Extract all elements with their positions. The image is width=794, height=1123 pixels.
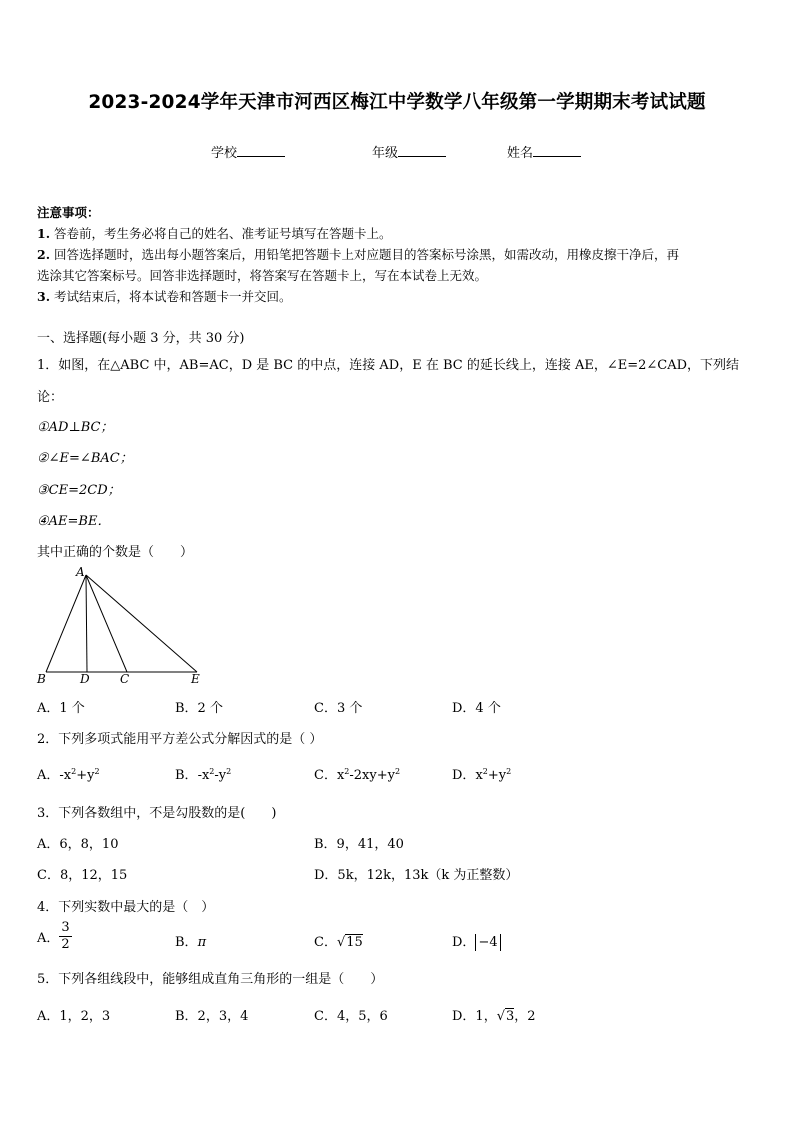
q2-option-a[interactable]: [37, 764, 100, 783]
segment-ab: [46, 575, 86, 672]
exponent: 2: [394, 767, 401, 776]
q5-option-c[interactable]: C．4，5，6: [314, 1009, 388, 1024]
q3-option-a[interactable]: A．6，8，10: [37, 837, 119, 852]
fraction: [59, 920, 71, 953]
term: +y: [76, 768, 95, 783]
grade-blank[interactable]: [398, 143, 446, 157]
q1-option-c[interactable]: C．3 个: [314, 701, 363, 716]
q2-option-b[interactable]: [175, 764, 231, 783]
q1-stem-line2: 论：: [37, 390, 64, 405]
q3-option-d[interactable]: D．5k，12k，13k（k 为正整数）: [314, 868, 519, 883]
notice-text: 考试结束后，将本试卷和答题卡一并交回。: [54, 289, 292, 304]
school-label: 学校: [211, 146, 238, 161]
notice-item-3: [37, 287, 292, 305]
radicand: 15: [346, 935, 363, 950]
q3-stem: 3．下列各数组中，不是勾股数的是( ): [37, 806, 277, 821]
q1-ask: 其中正确的个数是（ ）: [37, 545, 194, 560]
option-suffix: ，2: [514, 1009, 536, 1024]
name-blank[interactable]: [533, 143, 581, 157]
exponent: 2: [506, 767, 512, 776]
label-d: D: [80, 672, 90, 686]
q1-option-a[interactable]: A．1 个: [37, 701, 85, 716]
grade-label: 年级: [372, 146, 399, 161]
notice-text: 答卷前，考生务必将自己的姓名、准考证号填写在答题卡上。: [54, 226, 392, 241]
notice-text: 选涂其它答案标号。回答非选择题时，将答案写在答题卡上，写在本试卷上无效。: [37, 268, 488, 283]
pi-symbol: π: [197, 935, 207, 950]
q4-option-a[interactable]: [37, 920, 72, 953]
q2-option-c[interactable]: [314, 764, 400, 783]
q4-stem: 4．下列实数中最大的是（ ）: [37, 900, 215, 915]
q4-option-d[interactable]: [452, 931, 501, 951]
notice-item-2-cont: [37, 266, 487, 284]
notice-heading: 注意事项：: [37, 205, 100, 220]
notice-item-2: [37, 245, 679, 263]
q1-conclusion-1: ①AD⊥BC；: [37, 420, 114, 435]
term: -x: [197, 768, 210, 783]
numerator: 3: [61, 920, 70, 935]
segment-ae: [86, 575, 197, 672]
notice-text: 回答选择题时，选出每小题答案后，用铅笔把答题卡上对应题目的答案标号涂黑，如需改动，用橡皮擦干净后，再: [54, 247, 680, 262]
school-field[interactable]: [211, 142, 285, 161]
term: -2xy+y: [349, 768, 395, 783]
notice-num: 2.: [37, 247, 51, 262]
label-a: A: [76, 565, 85, 579]
term: x: [336, 768, 345, 783]
absolute-value: −4: [475, 934, 500, 951]
triangle-figure: [34, 562, 214, 690]
label-e: E: [191, 672, 200, 686]
sqrt-icon: √: [496, 1009, 505, 1024]
grade-field[interactable]: [372, 142, 446, 161]
denominator: 2: [61, 937, 70, 952]
q1-conclusion-2: ②∠E=∠BAC；: [37, 451, 133, 466]
term: -y: [214, 768, 227, 783]
q4-option-b[interactable]: [175, 931, 206, 950]
q5-option-a[interactable]: A．1，2，3: [37, 1009, 111, 1024]
exponent: 2: [94, 767, 100, 776]
exponent: 2: [344, 767, 350, 776]
option-prefix: C．: [314, 768, 337, 783]
option-prefix: D．: [452, 935, 476, 950]
segment-ac: [86, 575, 127, 672]
option-prefix: B．: [175, 768, 198, 783]
q3-option-c[interactable]: C．8，12，15: [37, 868, 128, 883]
q4-option-c[interactable]: [314, 931, 363, 950]
exponent: 2: [482, 767, 488, 776]
name-label: 姓名: [507, 146, 534, 161]
q1-stem-line1: 1．如图，在△ABC 中，AB=AC，D 是 BC 的中点，连接 AD，E 在 BC 的延长线上，连接 AE，∠E=2∠CAD，下列结: [37, 358, 740, 373]
q1-conclusion-4: ④AE=BE．: [37, 514, 111, 529]
notice-num: 1.: [37, 226, 51, 241]
radicand: 3: [506, 1009, 515, 1024]
label-b: B: [37, 672, 46, 686]
sqrt-icon: √: [336, 935, 346, 950]
term: x: [475, 768, 483, 783]
exponent: 2: [209, 767, 215, 776]
option-prefix: D．1，: [452, 1009, 497, 1024]
option-prefix: D．: [452, 768, 476, 783]
option-prefix: C．: [314, 935, 337, 950]
page-title: 2023-2024学年天津市河西区梅江中学数学八年级第一学期期末考试试题: [88, 92, 706, 113]
segment-ad: [86, 575, 87, 672]
q5-stem: 5．下列各组线段中，能够组成直角三角形的一组是（ ）: [37, 972, 384, 987]
exponent: 2: [226, 767, 232, 776]
section-heading: 一、选择题(每小题 3 分，共 30 分): [37, 331, 245, 346]
q5-option-b[interactable]: B．2，3，4: [175, 1009, 249, 1024]
q5-option-d[interactable]: [452, 1005, 536, 1024]
notice-num: 3.: [37, 289, 51, 304]
q1-conclusion-3: ③CE=2CD；: [37, 483, 121, 498]
label-c: C: [120, 672, 130, 686]
q2-option-d[interactable]: [452, 764, 511, 783]
exponent: 2: [71, 767, 77, 776]
name-field[interactable]: [507, 142, 581, 161]
school-blank[interactable]: [237, 143, 285, 157]
option-prefix: A．: [37, 768, 60, 783]
option-prefix: A．: [37, 931, 60, 946]
notice-item-1: [37, 224, 392, 242]
q1-option-b[interactable]: B．2 个: [175, 701, 223, 716]
option-prefix: B．: [175, 935, 198, 950]
q1-option-d[interactable]: D．4 个: [452, 701, 501, 716]
term: -x: [59, 768, 72, 783]
q2-stem: 2．下列多项式能用平方差公式分解因式的是（ ）: [37, 732, 323, 747]
q3-option-b[interactable]: B．9，41，40: [314, 837, 404, 852]
term: +y: [487, 768, 507, 783]
